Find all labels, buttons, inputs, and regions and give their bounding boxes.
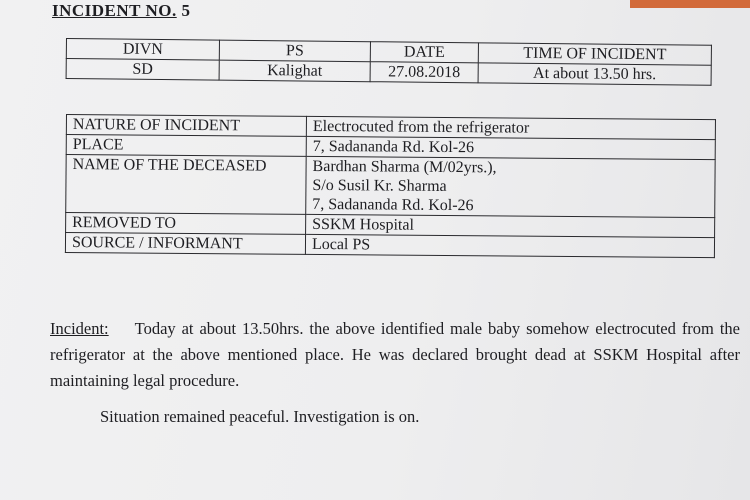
source-value: Local PS (305, 234, 714, 257)
removed-value: SSKM Hospital (306, 214, 715, 237)
divn-value: SD (66, 59, 219, 81)
nature-label: NATURE OF INCIDENT (66, 115, 306, 137)
deceased-label: NAME OF THE DECEASED (66, 155, 306, 215)
source-label: SOURCE / INFORMANT (65, 233, 305, 255)
removed-label: REMOVED TO (66, 213, 306, 235)
deceased-parent: S/o Susil Kr. Sharma (312, 176, 447, 195)
ps-header: PS (219, 40, 370, 62)
deceased-value (306, 156, 715, 217)
closing-statement: Situation remained peaceful. Investigation is on. (100, 407, 420, 426)
date-header: DATE (370, 42, 478, 63)
incident-heading-label: INCIDENT NO. (52, 1, 177, 20)
torn-edge (630, 0, 750, 8)
ps-value: Kalighat (219, 60, 370, 82)
place-label: PLACE (66, 135, 306, 157)
source-row (65, 233, 714, 258)
incident-label: Incident: (50, 319, 109, 338)
date-value: 27.08.2018 (370, 62, 478, 83)
incident-heading (52, 1, 190, 21)
incident-paragraph (50, 316, 740, 394)
place-value: 7, Sadananda Rd. Kol-26 (306, 136, 715, 159)
details-table (65, 114, 716, 258)
deceased-address: 7, Sadananda Rd. Kol-26 (312, 195, 474, 215)
divn-header: DIVN (66, 39, 219, 61)
deceased-name: Bardhan Sharma (M/02yrs.), (312, 157, 497, 177)
deceased-row (66, 155, 715, 218)
incident-text: Today at about 13.50hrs. the above identified male baby somehow electrocuted from the refrigerator at the above mentioned place. He was declared brought dead at SSKM Hospital after maintaining legal procedure. (50, 319, 740, 390)
time-header: TIME OF INCIDENT (478, 43, 711, 65)
time-value: At about 13.50 hrs. (478, 63, 711, 85)
nature-value: Electrocuted from the refrigerator (306, 116, 715, 139)
summary-table (66, 38, 712, 86)
incident-number: 5 (181, 1, 191, 20)
